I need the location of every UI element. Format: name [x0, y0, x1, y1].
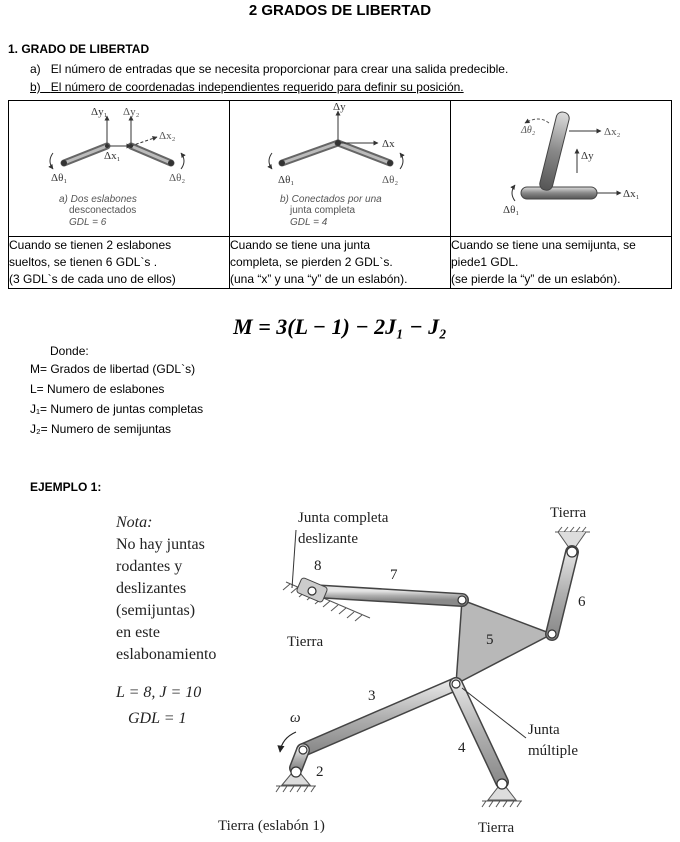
label-dy2: Δy₂ [123, 106, 140, 118]
link-7 [312, 591, 462, 600]
fig-caption-line: a) Dos eslabones [59, 194, 137, 205]
label-dtheta2: Δθ₂ [521, 125, 536, 136]
item-marker: b) [30, 80, 41, 94]
label-link-4: 4 [458, 740, 466, 756]
omega-arrow [280, 732, 296, 752]
item-text: El número de entradas que se necesita proporcionar para crear una salida predecible. [50, 62, 509, 76]
page-title: 2 GRADOS DE LIBERTAD [248, 2, 432, 19]
label-tierra-eslabon-1: Tierra (eslabón 1) [218, 818, 325, 834]
link-4 [456, 684, 502, 782]
example-params: L = 8, J = 10 [116, 684, 202, 701]
label-line: Junta [528, 722, 560, 738]
label-junta-completa [298, 508, 388, 550]
definition-line: M= Grados de libertad (GDL`s) [30, 362, 196, 376]
note-line: Nota: [116, 514, 153, 531]
caption-line: Cuando se tiene una semijunta, se [451, 238, 636, 252]
label-tierra-left: Tierra [287, 634, 324, 650]
link-6 [552, 552, 572, 634]
note-line: deslizantes [116, 580, 187, 597]
label-line: deslizante [298, 531, 358, 547]
definition-line: J₁= Numero de juntas completas [30, 402, 204, 416]
caption-line: completa, se pierden 2 GDL`s. [230, 255, 393, 269]
note-line: (semijuntas) [116, 602, 196, 619]
label-junta-multiple [528, 720, 578, 762]
link-3 [303, 684, 456, 750]
label-line: múltiple [528, 743, 578, 759]
label-link-8: 8 [314, 558, 322, 574]
label-dtheta1: Δθ₁ [51, 172, 68, 184]
label-link-2: 2 [316, 764, 324, 780]
label-dtheta1: Δθ₁ [503, 204, 520, 216]
label-dy: Δy [333, 101, 346, 113]
label-dx2: Δx₂ [159, 130, 176, 142]
caption-line: piede1 GDL. [451, 255, 519, 269]
definition-line: J₂= Numero de semijuntas [30, 422, 172, 436]
label-link-3: 3 [368, 688, 376, 704]
label-dtheta1: Δθ₁ [278, 174, 295, 186]
definition-line: L= Numero de eslabones [30, 382, 165, 396]
label-link-7: 7 [390, 567, 398, 583]
label-dtheta2: Δθ₂ [169, 172, 186, 184]
caption-line: (una “x” y una “y” de un eslabón). [230, 272, 408, 286]
caption-line: Cuando se tienen 2 eslabones [9, 238, 172, 252]
label-link-5: 5 [486, 632, 494, 648]
caption-line: (3 GDL`s de cada uno de ellos) [9, 272, 176, 286]
fig-caption-line: b) Conectados por una [280, 194, 382, 205]
section-heading: 1. GRADO DE LIBERTAD [8, 42, 150, 56]
label-omega: ω [290, 710, 301, 726]
item-text: El número de coordenadas independientes requerido para definir su posición. [50, 80, 464, 94]
definitions-heading: Donde: [50, 344, 89, 358]
caption-line: (se pierde la “y” de un eslabón). [451, 272, 621, 286]
label-link-6: 6 [578, 594, 586, 610]
note-line: eslabonamiento [116, 646, 217, 663]
label-tierra-top: Tierra [550, 505, 587, 521]
label-dx1: Δx₁ [104, 150, 121, 162]
label-dy1: Δy₁ [91, 106, 108, 118]
leader-junta-completa [292, 530, 296, 588]
label-dx: Δx [382, 138, 395, 150]
fig-caption-line: desconectados [69, 205, 137, 216]
label-line: Junta completa [298, 510, 389, 526]
link-5-plate [456, 600, 552, 684]
example-heading: EJEMPLO 1: [30, 480, 102, 494]
label-dtheta2: Δθ₂ [382, 174, 399, 186]
note-line: rodantes y [116, 558, 183, 575]
gruebler-formula: M = 3(L − 1) − 2J₁ − J₂ [233, 314, 447, 339]
fig-caption-line: GDL = 4 [290, 217, 328, 228]
label-tierra-bottom: Tierra [478, 820, 515, 836]
example-gdl: GDL = 1 [128, 710, 187, 727]
caption-line: Cuando se tiene una junta [230, 238, 371, 252]
item-marker: a) [30, 62, 41, 76]
caption-line: sueltos, se tienen 6 GDL`s . [9, 255, 158, 269]
fig-caption-line: GDL = 6 [69, 217, 107, 228]
fig-caption-line: junta completa [290, 205, 356, 216]
note-line: No hay juntas [116, 536, 205, 553]
label-dx2: Δx₂ [604, 126, 621, 138]
label-dx1: Δx₁ [623, 188, 640, 200]
note-line: en este [116, 624, 160, 641]
label-dy: Δy [581, 150, 594, 162]
